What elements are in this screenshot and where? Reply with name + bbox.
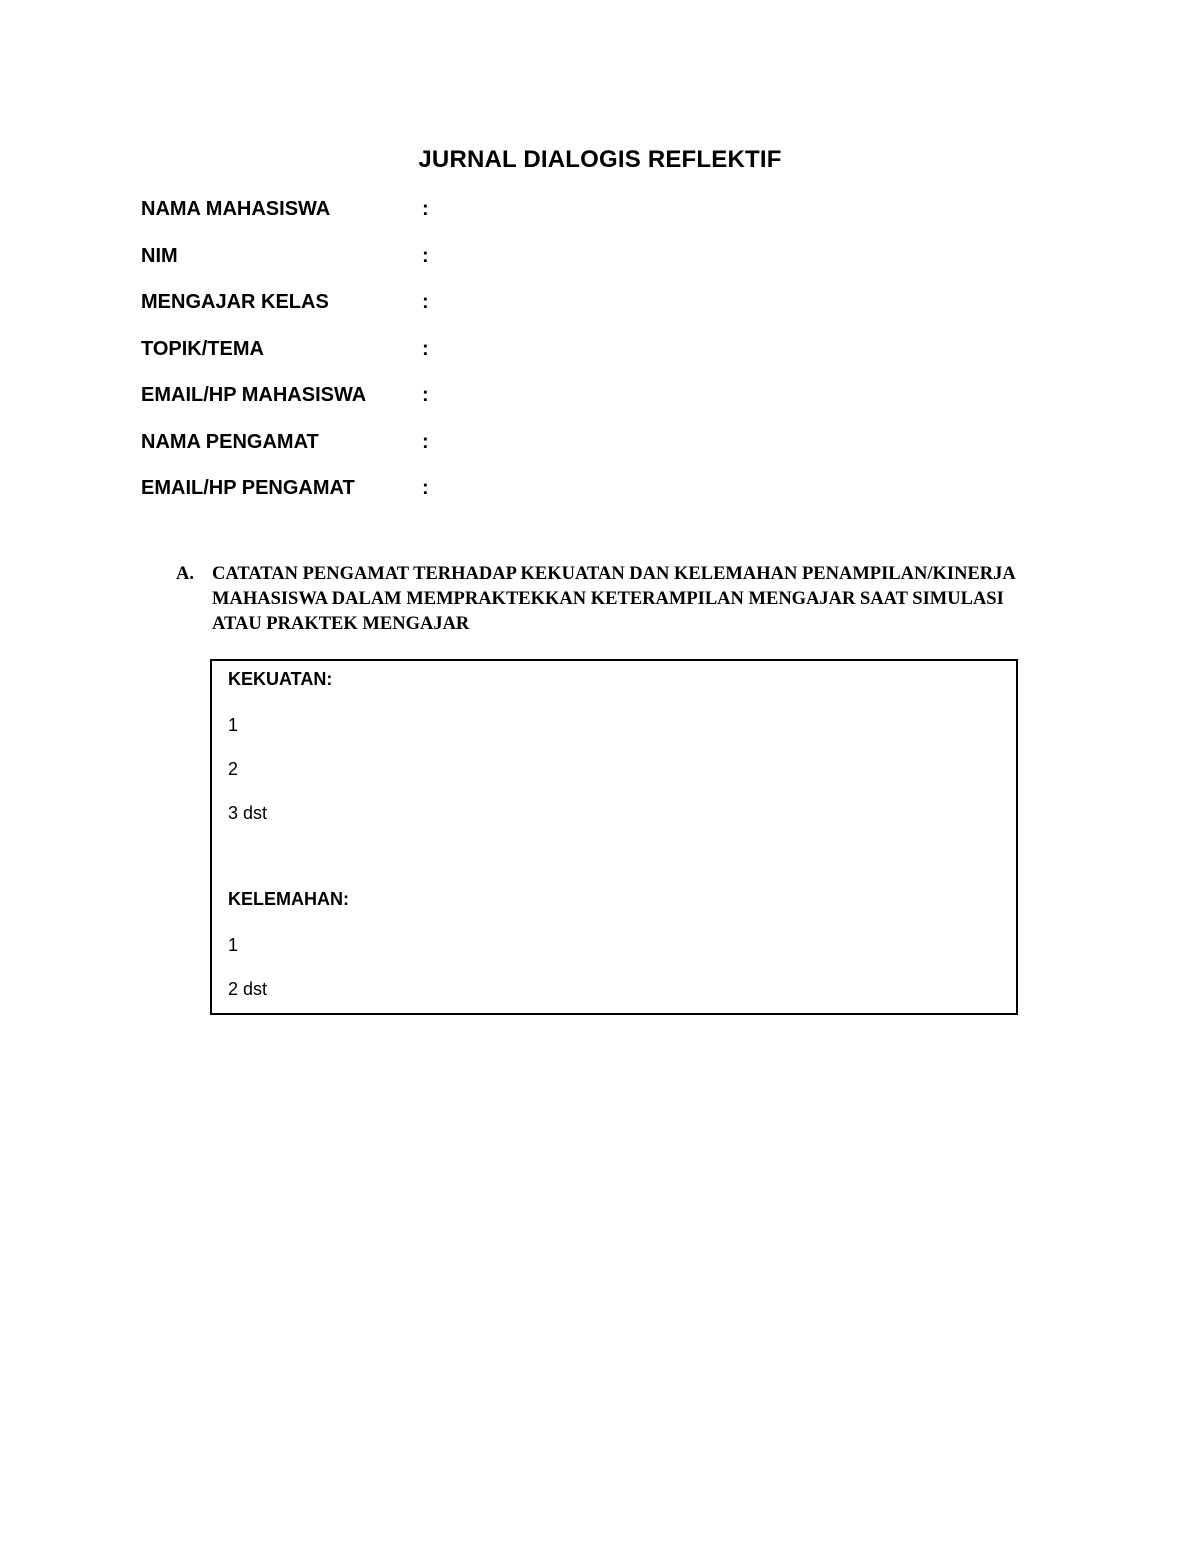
field-colon: : [422,244,429,267]
field-colon: : [422,384,429,406]
field-colon: : [422,198,429,220]
identity-row-nim [141,245,841,292]
field-label-student-name: NAMA MAHASISWA [141,198,331,220]
identity-row-student-contact [141,384,841,431]
field-label-nim: NIM [141,244,178,267]
identity-fields [141,198,841,524]
strengths-item: 2 [228,759,239,779]
observer-notes-box [210,659,1018,1015]
identity-row-student-name [141,198,841,245]
document-title: JURNAL DIALOGIS REFLEKTIF [418,146,782,173]
strengths-item: 1 [228,715,239,735]
identity-row-class [141,291,841,338]
strengths-item: 3 dst [228,803,268,823]
strengths-label: KEKUATAN: [228,669,333,689]
weaknesses-item: 1 [228,935,239,955]
identity-row-observer-contact [141,477,841,524]
field-label-observer-name: NAMA PENGAMAT [141,430,319,453]
field-colon: : [422,430,429,453]
section-marker: A. [176,564,194,584]
field-label-topic: TOPIK/TEMA [141,337,264,360]
weaknesses-label: KELEMAHAN: [228,889,349,909]
field-colon: : [422,291,429,313]
field-colon: : [422,477,429,499]
field-label-student-contact: EMAIL/HP MAHASISWA [141,384,367,406]
field-colon: : [422,337,429,360]
field-label-observer-contact: EMAIL/HP PENGAMAT [141,477,355,499]
section-heading: CATATAN PENGAMAT TERHADAP KEKUATAN DAN KELEMAHAN PENAMPILAN/KINERJA MAHASISWA DALAM MEMPRAKTEKKAN KETERAMPILAN MENGAJAR SAAT SIMULASI ATAU PRAKTEK MENGAJAR [212,564,1015,634]
identity-row-topic [141,338,841,385]
field-label-class: MENGAJAR KELAS [141,291,329,313]
identity-row-observer-name [141,431,841,478]
weaknesses-item: 2 dst [228,979,268,999]
